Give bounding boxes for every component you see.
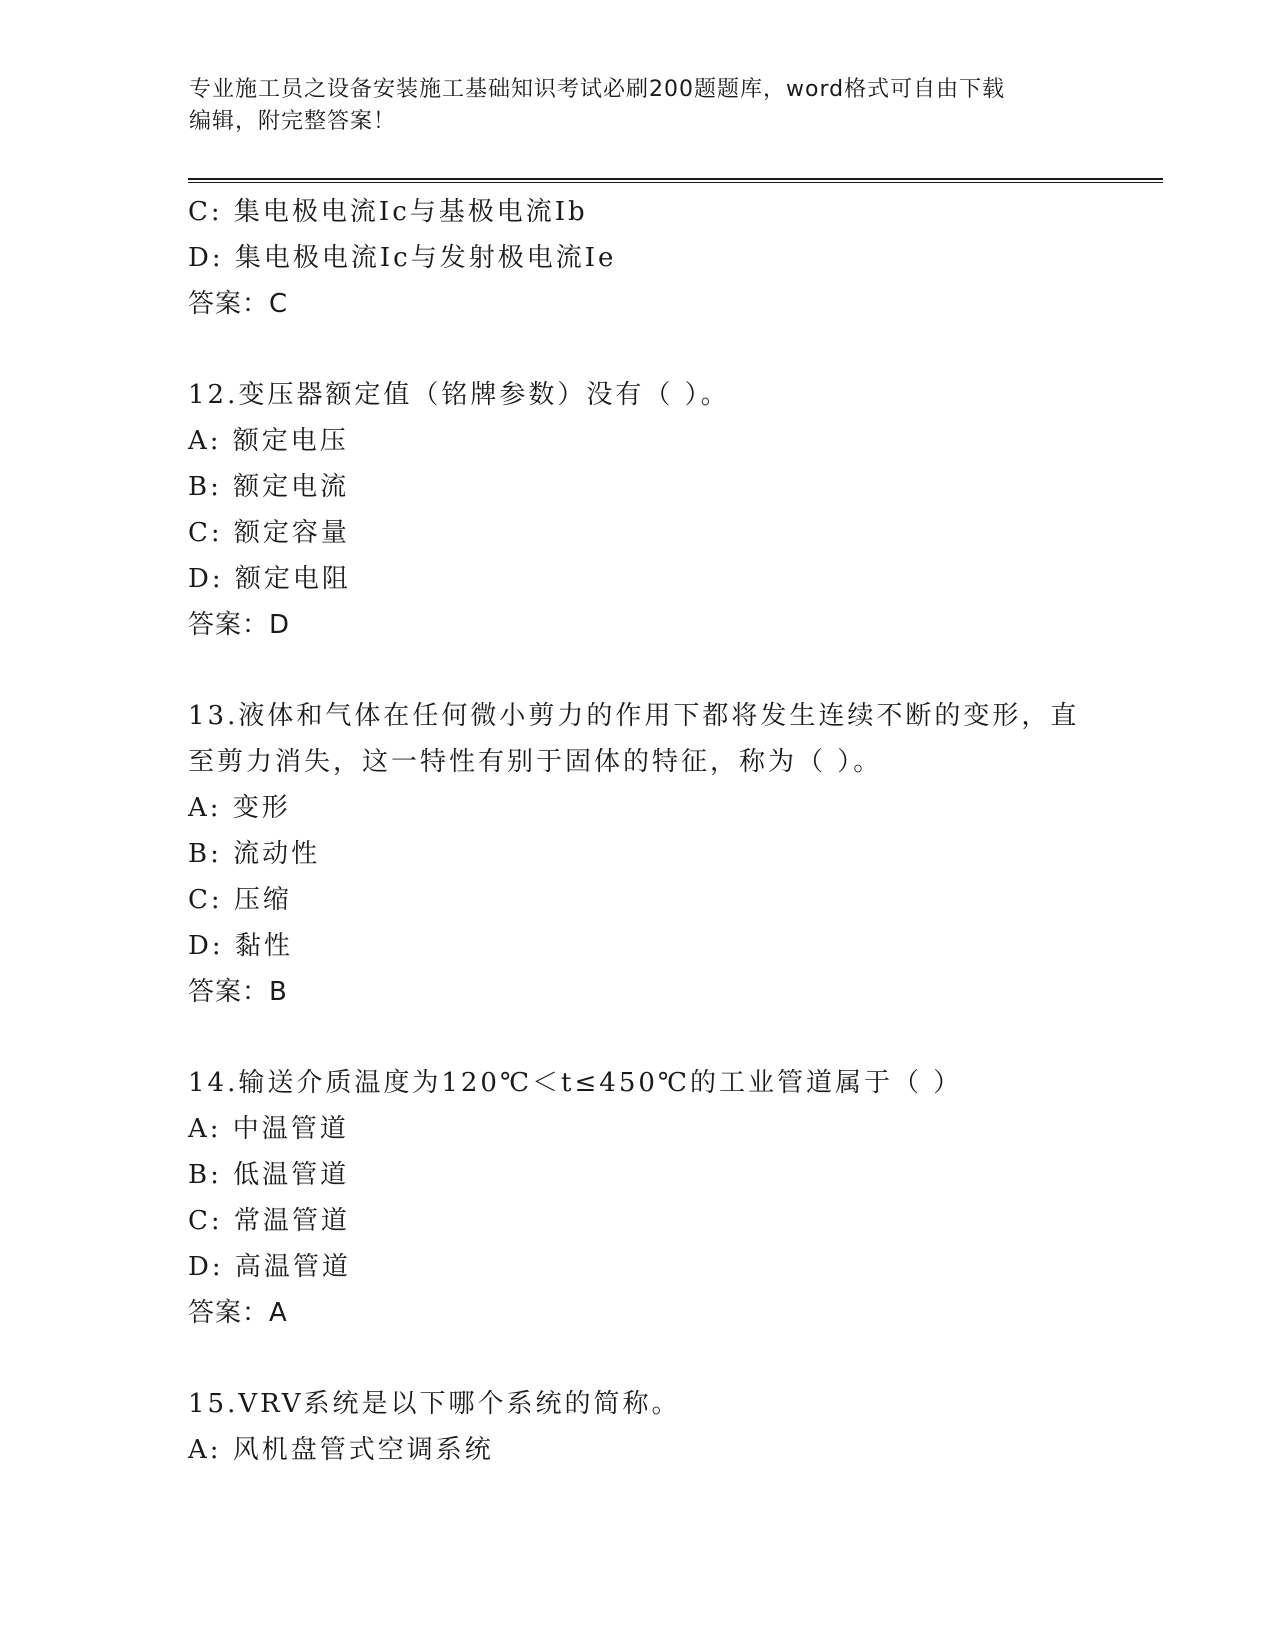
q11-answer: 答案：C <box>188 289 289 319</box>
q12-option-b: B: 额定电流 <box>188 472 350 502</box>
q12-question: 12.变压器额定值（铭牌参数）没有（ ）。 <box>188 380 730 410</box>
header-divider <box>188 178 1163 183</box>
q13-option-b: B: 流动性 <box>188 839 321 869</box>
q15-question: 15.VRV系统是以下哪个系统的简称。 <box>188 1389 681 1419</box>
question-14 <box>188 1060 1088 1336</box>
q13-question-line-1: 13.液体和气体在任何微小剪力的作用下都将发生连续不断的变形，直 <box>188 701 1080 731</box>
spacer <box>188 648 1088 693</box>
q14-option-a: A: 中温管道 <box>188 1114 349 1144</box>
q14-option-b: B: 低温管道 <box>188 1160 350 1190</box>
q12-option-a: A: 额定电压 <box>188 426 349 456</box>
q12-answer: 答案：D <box>188 610 291 640</box>
question-15 <box>188 1381 1088 1473</box>
question-content <box>188 189 1088 1473</box>
q11-option-d: D: 集电极电流Ic与发射极电流Ie <box>188 243 617 273</box>
question-11-tail <box>188 189 1088 327</box>
question-13 <box>188 693 1088 1015</box>
q12-option-d: D: 额定电阻 <box>188 564 351 594</box>
header-title-line-2: 编辑，附完整答案！ <box>189 109 397 134</box>
spacer <box>188 1336 1088 1381</box>
header-title-line-1: 专业施工员之设备安装施工基础知识考试必刷200题题库，word格式可自由下载 <box>189 77 1006 102</box>
q14-question: 14.输送介质温度为120℃＜t≤450℃的工业管道属于（ ） <box>188 1068 963 1098</box>
q14-option-d: D: 高温管道 <box>188 1252 351 1282</box>
q13-option-c: C: 压缩 <box>188 885 292 915</box>
question-12 <box>188 372 1088 648</box>
document-header <box>189 74 1069 138</box>
q13-question-line-2: 至剪力消失，这一特性有别于固体的特征，称为（ ）。 <box>188 747 883 777</box>
q13-option-d: D: 黏性 <box>188 931 293 961</box>
q15-option-a: A: 风机盘管式空调系统 <box>188 1435 494 1465</box>
q14-option-c: C: 常温管道 <box>188 1206 350 1236</box>
spacer <box>188 327 1088 372</box>
q12-option-c: C: 额定容量 <box>188 518 350 548</box>
q13-option-a: A: 变形 <box>188 793 291 823</box>
q13-answer: 答案：B <box>188 977 288 1007</box>
spacer <box>188 1015 1088 1060</box>
q11-option-c: C: 集电极电流Ic与基极电流Ib <box>188 197 588 227</box>
q14-answer: 答案：A <box>188 1298 288 1328</box>
